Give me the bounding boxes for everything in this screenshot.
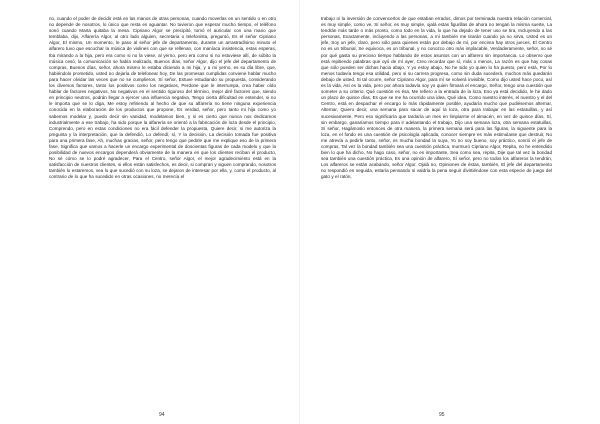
right-page-number: 95 [439,412,445,418]
right-page-paragraph: trabajo ni la inversión de convencerlos de que estaban errados, dimos por terminada nuestra relación comercial, es muy simple, como ve, Sí señor, es muy simple, ojalá estas figurillas de ahora no tengan la misma suerte, La tendrán más tarde o más pronto, como todo en la vida, lo que ha dejado de tener uso se tira, Incluyendo a las personas, Exactamente, incluyendo a las personas, a mí también me tirarán cuando ya no sirva, Usted es un jefe, Soy un jefe, claro, pero sólo para quienes están por debajo de mí, por encima hay otros jueces, El Centro no es un tribunal, Se equivoca, es un tribunal, y no conozco otro más implacable, Verdaderamente, señor, no sé por qué gasta su precioso tiempo hablando de estos asuntos con un alfarero sin importancia, Lo observo que está repitiendo palabras que oyó de mí ayer, Creo recordar que sí, más o menos, La razón es que hay cosas que sólo pueden ser dichas hacia abajo, Y yo estoy abajo, No he sido yo quien lo ha puesto, pero está, Por lo menos todavía tengo esa utilidad, pero si su carrera progresa, como sin duda sucederá, muchos más quedarán debajo de usted, Si tal ocurre, señor Cipriano Algor, para mí se volverá invisible, Como dijo usted hace poco, así es la vida, Así es la vida, pero por ahora todavía soy yo quien firmará el encargo, Señor, tengo una cuestión que someter a su criterio, Qué cuestión es ésa, Me refiero a la entrada de la loza, Eso ya está decidido, le he dado un plazo de quince días, Es que se me ha ocurrido una idea, Qué idea, Como nuestro interés, el nuestro y el del Centro, está en despachar el encargo lo más rápidamente posible, ayudaría mucho que pudiésemos alternar, Alternar, Quiero decir, una semana para sacar de aquí la loza, otra para trabajar en las estatuillas, y así sucesivamente, Pero eso significaría que tardaría un mes en limpiarme el almacén, en vez de quince días, Sí, sin embargo, ganaríamos tiempo para ir adelantando el trabajo, Dijo una semana loza, otra semana estatuillas, Sí señor, Hagámoslo entonces de otra manera, la primera semana será para las figuras, la siguiente para la loza, en el fondo es una cuestión de psicología aplicada, conocer siempre es más estimulante que destruir, No me atrevía a pedirle tanto, señor, es mucha bondad la suya, Yo no soy bueno, soy práctico, sonrió el jefe de compras, Tal vez la bondad también sea una cuestión práctica, murmuró Cipriano Algor, Repita, no he entendido bien lo que ha dicho, No hago caso, señor, no es importante, Sea como sea, repita, Dije que tal vez la bondad sea también una cuestión práctica, Es una opinión de alfarero, Sí señor, pero no todos los alfareros la tendrán, Los alfareros se están acabando, señor Algor, Ojalá no, Opiniones de éstas, también, El jefe del departamento no respondió en seguida, estaría pensando si valdría la pena seguir divirtiéndose con esta especie de juego del gato y el ratón, [321,16,552,180]
left-page-number: 94 [159,412,165,418]
right-page-body [321,16,552,406]
right-page [300,0,600,424]
left-page-body [49,16,276,406]
left-page-paragraph: no, cuando el poder de decidir está en las manos de otras personas, cuando moverlas en un sentido o en otro no depende de nosotros, lo único que resta es aguantar. No tuvieron que esperar mucho tiempo, el teléfono sonó cuando Marta quitaba la mesa. Cipriano Algor se precipitó, tomó el auricular con una mano que temblaba, dijo, Alfarería Algor, al otro lado alguien, secretaria o telefonista, preguntó, Es el señor Cipriano Algor, El mismo, Un momento, le paso al señor jefe de departamento, durante un arrastradísimo minuto el alfarero tuvo que escuchar la música de violines con que se rellenan, con maníaca insistencia, estas esperas, Iba mirando a la hija, pero era como si no la viese, al yerno, pero era como si no estuviese allí, de súbito la música cesó, la comunicación se había realizado, Buenos días, señor Algor, dijo el jefe del departamento de compras, Buenos días, señor, ahora mismo le estaba diciendo a mi hija, y a mi yerno, es su día libre, que, habiéndolo prometido, usted no dejaría de telefonear hoy, De las promesas cumplidas conviene hablar mucho para hacer olvidar las veces que no se cumplieron, Sí señor, Estuve estudiando su propuesta, considerando los diversos factores, tanto los positivos como los negativos, Perdone que le interrumpa, crea haber oído hablar de factores negativos, No negativos en el sentido riguroso del término, mejor diré factores que, siendo en principio neutros, podrán llegar a ejercer una influencia negativa, Tengo cierta dificultad en entender, si no le importa que se lo diga, Me estoy refiriendo al hecho de que su alfarería no tiene ninguna experiencia conocida en la elaboración de los productos que propone, Es verdad, señor, pero tanto mi hija como yo sabemos modelar y, puedo decir sin vanidad, modelamos bien, y si es cierto que nunca nos dedicamos industrialmente a ese trabajo, ha sido porque la alfarería se orientó a la fabricación de loza desde el principio, Comprendo, pero en estas condiciones no era fácil defender la propuesta, Quiere decir, si me autoriza la pregunta y la interpretación, que la defendió, Lo defendí, sí, Y la decisión, La decisión tomada fue positiva para una primera fase, Ah, muchas gracias, señor, pero tengo que pedirle que me explique eso de la primera fase, Significa que vamos a hacerle un encargo experimental de doscientas figuras de cada modelo y que la posibilidad de nuevos encargos dependerá obviamente de la manera en que los clientes reciban el producto, No sé cómo se lo podré agradecer, Para el Centro, señor Algor, el mejor agradecimiento está en la satisfacción de nuestros clientes, si ellos están satisfechos, es decir, si compran y siguen comprando, nosotros también lo estaremos, vea lo que sucedió con su loza, se dejaron de interesar por ella, y, como el producto, al contrario de lo que ha sucedido en otras ocasiones, no merecía el [49,16,276,180]
